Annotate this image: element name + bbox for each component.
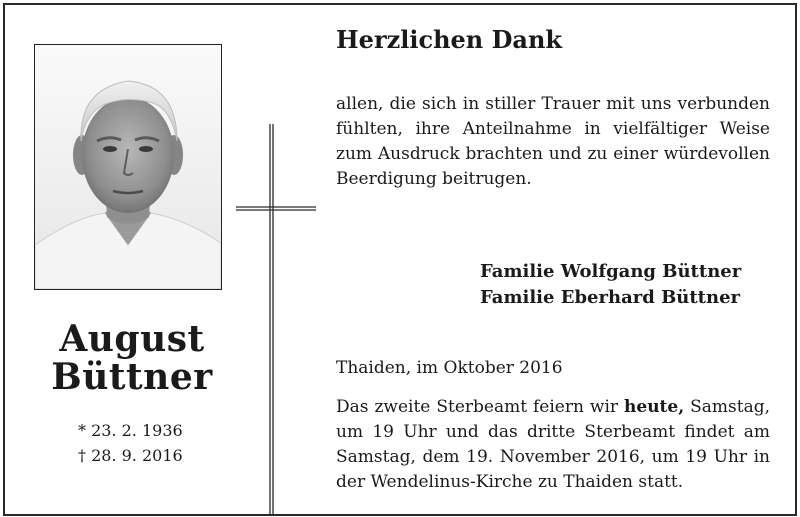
deceased-name bbox=[34, 320, 230, 396]
place-date: Thaiden, im Oktober 2016 bbox=[336, 358, 563, 378]
death-date: † 28. 9. 2016 bbox=[78, 446, 183, 465]
family-name-2: Familie Eberhard Büttner bbox=[480, 287, 741, 308]
portrait-photo bbox=[34, 44, 222, 290]
service-text-after: Samstag, um 19 Uhr und das dritte Sterbeamt findet am Samstag, dem 19. November 2016, um 19 Uhr in der Wendelinus-Kirche zu Thaiden statt. bbox=[336, 397, 770, 492]
family-name-1: Familie Wolfgang Büttner bbox=[480, 261, 742, 282]
heading: Herzlichen Dank bbox=[336, 25, 563, 54]
service-announcement bbox=[336, 395, 770, 495]
birth-date: * 23. 2. 1936 bbox=[78, 421, 183, 440]
message-text: allen, die sich in stiller Trauer mit uns verbunden fühlten, ihre Anteilnahme in vielfältiger Weise zum Ausdruck brachten und zu einer würdevollen Beerdigung beitrugen. bbox=[336, 94, 770, 189]
thank-you-message bbox=[336, 92, 770, 192]
cross-icon bbox=[236, 124, 316, 514]
life-dates bbox=[78, 418, 183, 468]
last-name: Büttner bbox=[51, 356, 213, 398]
first-name: August bbox=[59, 318, 205, 360]
service-text-before: Das zweite Sterbeamt feiern wir bbox=[336, 397, 625, 417]
service-text-bold: heute, bbox=[624, 397, 685, 417]
